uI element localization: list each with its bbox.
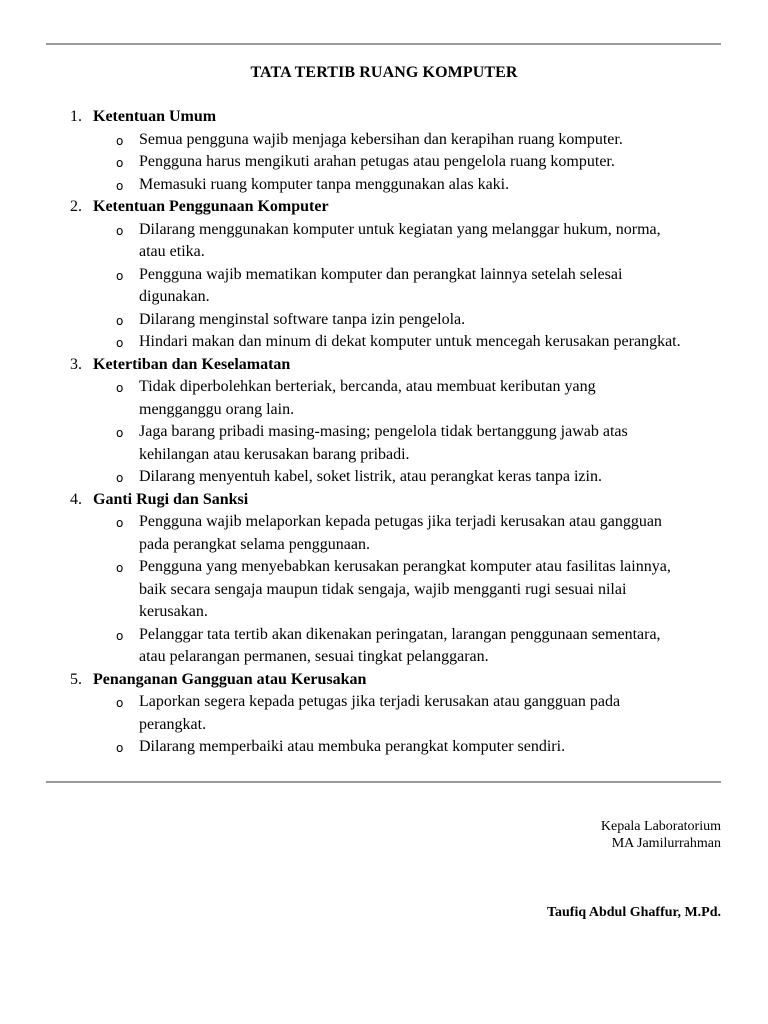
section-ketentuan-penggunaan bbox=[46, 196, 721, 354]
bullet-list bbox=[46, 511, 721, 669]
list-item: o Semua pengguna wajib menjaga kebersihan dan kerapihan ruang komputer. bbox=[46, 129, 721, 152]
section-heading: Ketertiban dan Keselamatan bbox=[93, 355, 291, 373]
bullet-circle-icon: o bbox=[116, 696, 124, 710]
list-item: o Pengguna wajib melaporkan kepada petugas jika terjadi kerusakan atau gangguan pada perangkat selama penggunaan. bbox=[116, 513, 662, 553]
bullet-circle-icon: o bbox=[116, 133, 124, 148]
bullet-circle-icon: o bbox=[116, 561, 124, 575]
list-item: o Laporkan segera kepada petugas jika terjadi kerusakan atau gangguan pada perangkat. bbox=[116, 693, 621, 733]
bullet-circle-icon: o bbox=[116, 223, 124, 238]
bullet-list bbox=[46, 691, 721, 759]
signature-position: Kepala Laboratorium bbox=[600, 819, 721, 834]
document-title: TATA TERTIB RUANG KOMPUTER bbox=[250, 64, 518, 81]
section-number: 3. bbox=[70, 355, 82, 373]
bullet-circle-icon: o bbox=[116, 336, 124, 350]
signature-name: Taufiq Abdul Ghaffur, M.Pd. bbox=[546, 905, 721, 920]
list-item: o Jaga barang pribadi masing-masing; pengelola tidak bertanggung jawab atas kehilangan atau kerusakan barang pribadi. bbox=[116, 423, 628, 463]
list-item: o Pengguna wajib mematikan komputer dan perangkat lainnya setelah selesai digunakan. bbox=[116, 265, 623, 305]
section-heading: Ketentuan Penggunaan Komputer bbox=[93, 198, 329, 215]
bullet-circle-icon: o bbox=[116, 516, 124, 530]
list-item: o Dilarang menggunakan komputer untuk kegiatan yang melanggar hukum, norma, atau etika. bbox=[116, 220, 661, 260]
bullet-circle-icon: o bbox=[116, 741, 124, 755]
list-item: o Pengguna harus mengikuti arahan petugas atau pengelola ruang komputer. bbox=[46, 151, 721, 174]
list-item: o Pengguna yang menyebabkan kerusakan perangkat komputer atau fasilitas lainnya, baik secara sengaja maupun tidak sengaja, wajib mengganti rugi sesuai nilai kerusakan. bbox=[116, 558, 671, 620]
list-item: o Tidak diperbolehkan berteriak, bercanda, atau membuat keributan yang mengganggu orang lain. bbox=[116, 378, 596, 418]
section-heading: Ketentuan Umum bbox=[93, 108, 217, 125]
bullet-list bbox=[46, 129, 721, 197]
bullet-list bbox=[46, 376, 721, 489]
section-number: 2. bbox=[70, 198, 82, 215]
list-item: o Dilarang menginstal software tanpa izin pengelola. bbox=[46, 309, 721, 332]
section-heading: Ganti Rugi dan Sanksi bbox=[93, 490, 249, 508]
bullet-circle-icon: o bbox=[116, 628, 124, 643]
list-item: o Pelanggar tata tertib akan dikenakan peringatan, larangan penggunaan sementara, atau pelarangan permanen, sesuai tingkat pelanggaran. bbox=[116, 625, 661, 665]
section-number: 1. bbox=[70, 108, 82, 125]
bullet-list bbox=[46, 219, 721, 354]
signature-institution: MA Jamilurrahman bbox=[611, 836, 721, 851]
bottom-divider bbox=[46, 781, 721, 783]
section-number: 4. bbox=[70, 490, 82, 508]
bullet-circle-icon: o bbox=[116, 156, 124, 170]
section-ketertiban bbox=[46, 354, 721, 489]
bullet-circle-icon: o bbox=[116, 426, 124, 440]
bullet-circle-icon: o bbox=[116, 471, 124, 485]
signature-block bbox=[601, 818, 721, 852]
bullet-circle-icon: o bbox=[116, 381, 124, 395]
list-item: o Hindari makan dan minum di dekat komputer untuk mencegah kerusakan perangkat. bbox=[46, 331, 721, 354]
list-item: o Dilarang menyentuh kabel, soket listrik, atau perangkat keras tanpa izin. bbox=[46, 466, 721, 489]
section-ganti-rugi bbox=[46, 489, 721, 669]
section-heading: Penanganan Gangguan atau Kerusakan bbox=[93, 670, 367, 688]
list-item: o Dilarang memperbaiki atau membuka perangkat komputer sendiri. bbox=[46, 736, 721, 759]
section-ketentuan-umum bbox=[46, 106, 721, 196]
top-divider bbox=[46, 43, 721, 45]
list-item: o Memasuki ruang komputer tanpa menggunakan alas kaki. bbox=[46, 174, 721, 197]
section-penanganan bbox=[46, 669, 721, 759]
section-number: 5. bbox=[70, 670, 82, 688]
rules-list bbox=[46, 106, 721, 759]
bullet-circle-icon: o bbox=[116, 268, 124, 283]
bullet-circle-icon: o bbox=[116, 178, 124, 193]
bullet-circle-icon: o bbox=[116, 313, 124, 328]
